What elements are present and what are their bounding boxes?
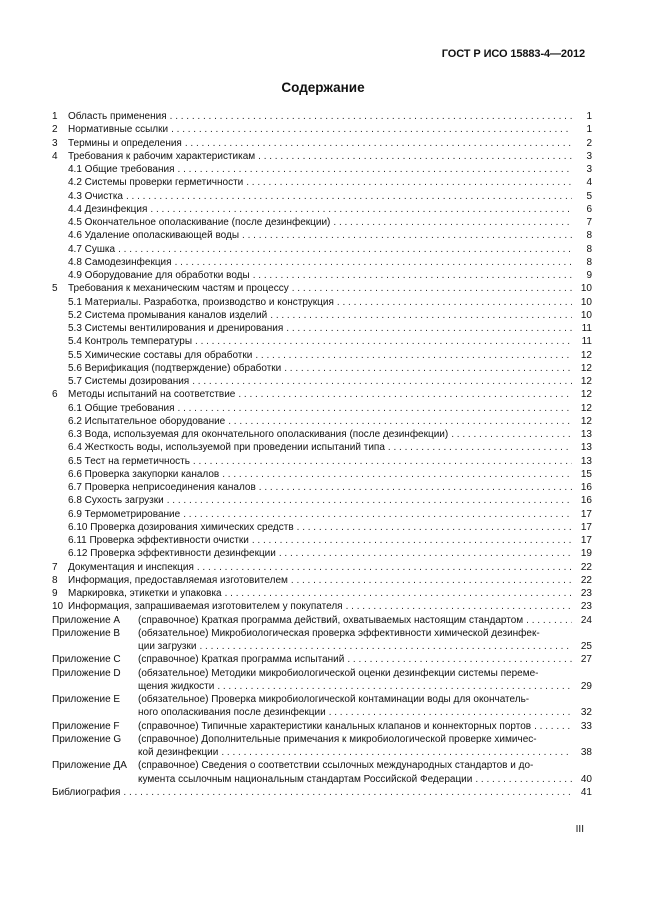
dot-leader [183,508,572,521]
toc-entry[interactable] [52,229,592,242]
toc-entry[interactable] [52,123,592,136]
toc-entry-number: 7 [52,561,58,573]
toc-page-number: 32 [580,707,592,719]
toc-entry-title: 5.3 Системы вентилирования и дренирования [68,323,284,334]
toc-entry-number: 6 [52,389,58,401]
toc-entry[interactable] [52,190,592,203]
toc-entry-title: 5.6 Верификация (подтверждение) обработки [68,362,282,374]
toc-entry-line [52,137,572,150]
toc-entry-title: Методы испытаний на соответствие [68,389,236,401]
toc-entry[interactable] [52,494,592,507]
appendix-title: (справочное) Сведения о соответствии ссылочных международных стандартов и до- [138,760,534,772]
dot-leader [221,746,572,759]
appendix-label: Приложение А [52,614,121,626]
dot-leader [238,388,572,401]
toc-page-number: 17 [580,535,592,546]
toc-entry-line [68,309,572,322]
toc-entry-title: 4.6 Удаление ополаскивающей воды [68,230,240,242]
appendix-title-line [138,773,572,786]
toc-page-number: 10 [580,309,592,321]
toc-page-number: 5 [586,190,592,202]
appendix-title-line [138,759,572,772]
toc-entry[interactable] [52,296,592,309]
toc-page-number: 12 [580,362,592,374]
appendix-entry[interactable] [52,773,592,786]
toc-entry-title: 6.11 Проверка эффективности очистки [68,535,249,546]
appendix-entry[interactable] [52,706,592,719]
appendix-entry[interactable] [52,627,592,640]
toc-entry-number: 4 [52,150,58,162]
dot-leader [123,786,572,799]
toc-entry-title: Требования к рабочим характеристикам [68,150,256,162]
appendix-title: (обязательное) Методики микробиологической оценки дезинфекции системы переме- [138,667,539,679]
dot-leader [246,176,572,189]
toc-entry-title: 6.4 Жесткость воды, используемой при проведении испытаний типа [68,442,385,454]
toc-entry[interactable] [52,388,592,401]
toc-entry-title: 6.7 Проверка неприсоединения каналов [68,482,256,493]
toc-entry-line [52,282,572,295]
toc-entry-line [52,561,572,574]
dot-leader [475,773,572,786]
appendix-title-line [138,640,572,653]
appendix-label: Приложение G [52,733,122,745]
toc-entry[interactable] [52,322,592,335]
toc-page-number: 16 [580,495,592,507]
toc-entry-line [68,375,572,388]
toc-entry-line [68,441,572,454]
toc-entry[interactable] [52,309,592,322]
toc-entry-line [52,587,572,600]
dot-leader [258,150,572,163]
toc-page-number: 12 [580,349,592,361]
toc-entry[interactable] [52,282,592,295]
appendix-entry[interactable] [52,746,592,759]
toc-entry-line [68,494,572,507]
toc-page-number: 19 [580,548,592,560]
toc-page-number: 29 [580,680,592,692]
appendix-label: Приложение ДА [52,760,127,772]
toc-page-number: 12 [580,402,592,414]
toc-entry-number: 9 [52,588,58,599]
table-of-contents [52,110,592,799]
toc-page-number: 11 [581,323,592,334]
toc-page-number: 10 [580,283,592,295]
toc-page-number: 23 [580,601,592,613]
toc-page-number: 8 [586,230,592,242]
toc-page-number: 9 [586,270,592,281]
appendix-title-line [138,627,572,640]
toc-page-number: 12 [580,415,592,427]
toc-entry-title: 4.1 Общие требования [68,164,175,175]
toc-entry-title: Область применения [68,111,167,122]
dot-leader [195,335,572,348]
toc-entry[interactable] [52,216,592,229]
appendix-title-line [138,706,572,719]
toc-entry[interactable] [52,150,592,163]
appendix-title: (справочное) Дополнительные примечания к микробиологической проверке химичес- [138,733,537,745]
toc-page-number: 22 [580,561,592,573]
page-title: Содержание [281,80,365,95]
toc-entry-title: 4.3 Очистка [68,190,123,202]
dot-leader [192,375,572,388]
appendix-label: Приложение В [52,627,121,639]
appendix-title-line [138,693,572,706]
toc-entry-number: 10 [52,601,64,613]
dot-leader [297,521,572,534]
dot-leader [255,349,572,362]
toc-entry-line [68,229,572,242]
toc-entry-line [68,521,572,534]
toc-entry-line [68,402,572,415]
dot-leader [217,680,572,693]
toc-page-number: 41 [580,786,592,798]
toc-page-number: 17 [580,508,592,520]
toc-entry-line [68,415,572,428]
toc-entry[interactable] [52,243,592,256]
appendix-title-line [138,746,572,759]
appendix-title: (справочное) Краткая программа действий, охватываемых настоящим стандартом [138,614,524,626]
toc-entry[interactable] [52,335,592,348]
toc-entry-title: Информация, предоставляемая изготовителем [68,574,288,586]
dot-leader [185,137,572,150]
dot-leader [178,163,572,176]
toc-entry-line [68,243,572,256]
toc-entry[interactable] [52,574,592,587]
dot-leader [222,468,572,481]
dot-leader [252,534,572,547]
dot-leader [118,243,572,256]
toc-page-number: 15 [580,468,592,480]
appendix-entry[interactable] [52,667,592,680]
toc-entry-line [68,349,572,362]
toc-entry-title: 6.6 Проверка закупорки каналов [68,468,220,480]
appendix-label: Приложение D [52,667,121,679]
toc-entry-line [68,176,572,189]
toc-page-number: 7 [586,217,592,228]
toc-entry[interactable] [52,468,592,481]
appendix-title-line [138,667,572,680]
dot-leader [329,706,572,719]
appendix-title-line [138,720,572,733]
dot-leader [270,309,572,322]
toc-page-number: 40 [580,773,592,785]
toc-entry-title: 5.1 Материалы. Разработка, производство и конструкция [68,296,334,308]
dot-leader [171,123,572,136]
toc-entry-title: 6.10 Проверка дозирования химических средств [68,521,294,533]
toc-entry-line [68,455,572,468]
toc-entry-line [68,216,572,229]
dot-leader [253,269,572,282]
toc-entry-title: Маркировка, этикетки и упаковка [68,588,222,599]
toc-entry[interactable] [52,600,592,613]
dot-leader [291,574,572,587]
dot-leader [284,362,572,375]
toc-entry[interactable] [52,110,592,123]
dot-leader [178,402,572,415]
dot-leader [242,229,572,242]
toc-entry-title: 6.8 Сухость загрузки [68,495,164,507]
appendix-title: ции загрузки [138,641,197,652]
toc-entry-line [52,600,572,613]
toc-entry-title: 5.2 Система промывания каналов изделий [68,309,268,321]
toc-entry-line [68,508,572,521]
toc-entry-line [68,296,572,309]
appendix-title: (обязательное) Проверка микробиологической контаминации воды для окончатель- [138,694,530,705]
toc-entry-title: 4.4 Дезинфекция [68,203,148,215]
appendix-title-line [138,614,572,627]
toc-entry-title: 4.9 Оборудование для обработки воды [68,270,250,281]
toc-entry-title: Термины и определения [68,137,182,149]
toc-page-number: 1 [586,111,592,122]
appendix-title: (обязательное) Микробиологическая проверка эффективности химической дезинфек- [138,627,540,639]
toc-entry[interactable] [52,375,592,388]
toc-entry[interactable] [52,362,592,375]
dot-leader [292,282,572,295]
toc-page-number: 2 [586,137,592,149]
toc-entry[interactable] [52,203,592,216]
dot-leader [451,428,572,441]
appendix-title: кумента ссылочным национальным стандартам Российской Федерации [138,773,473,785]
dot-leader [279,547,572,560]
toc-entry-title: Документация и инспекция [68,561,194,573]
toc-page-number: 4 [586,177,592,189]
dot-leader [259,481,572,494]
toc-entry[interactable] [52,521,592,534]
toc-entry[interactable] [52,587,592,600]
toc-entry-line [52,574,572,587]
bibliography-title: Библиография [52,786,121,798]
toc-entry-title: 6.9 Термометрирование [68,508,181,520]
toc-page-number: 22 [580,574,592,586]
toc-entry-title: 5.5 Химические составы для обработки [68,349,253,361]
appendix-label: Приложение С [52,654,121,666]
toc-page-number: 3 [586,150,592,162]
toc-entry-line [68,362,572,375]
toc-entry-title: 6.3 Вода, используемая для окончательного ополаскивания (после дезинфекции) [68,429,449,440]
toc-page-number: 24 [580,614,592,626]
toc-entry-title: 6.12 Проверка эффективности дезинфекции [68,548,276,560]
toc-entry[interactable] [52,455,592,468]
toc-entry-line [68,428,572,441]
dot-leader [170,110,572,123]
toc-entry[interactable] [52,561,592,574]
toc-page-number: 17 [580,521,592,533]
appendix-entry[interactable] [52,693,592,706]
toc-entry-line [68,547,572,560]
toc-page-number: 33 [580,720,592,732]
appendix-title: кой дезинфекции [138,747,219,758]
dot-leader [286,322,572,335]
dot-leader [167,494,572,507]
toc-entry-line [68,190,572,203]
toc-entry[interactable] [52,349,592,362]
appendix-title: (справочное) Краткая программа испытаний [138,654,345,666]
dot-leader [333,216,572,229]
appendix-entry[interactable] [52,680,592,693]
toc-entry[interactable] [52,508,592,521]
toc-entry-line [52,786,572,799]
toc-entry[interactable] [52,402,592,415]
toc-entry-number: 1 [52,111,58,122]
dot-leader [225,587,572,600]
dot-leader [347,653,572,666]
appendix-entry[interactable] [52,733,592,746]
dot-leader [199,640,572,653]
toc-page-number: 6 [586,203,592,215]
toc-entry-title: Нормативные ссылки [68,124,169,136]
appendix-entry[interactable] [52,653,592,666]
dot-leader [228,415,572,428]
toc-entry-number: 8 [52,574,58,586]
appendix-entry[interactable] [52,759,592,772]
toc-entry-title: 6.5 Тест на герметичность [68,455,190,467]
toc-entry-title: 5.4 Контроль температуры [68,336,193,348]
toc-page-number: 11 [581,336,592,348]
dot-leader [346,600,572,613]
toc-page-number: 13 [580,442,592,454]
toc-page-number: 12 [580,389,592,401]
toc-page-number: 8 [586,243,592,255]
toc-entry-line [52,388,572,401]
bibliography-entry[interactable] [52,786,592,799]
toc-entry-title: 4.8 Самодезинфекция [68,256,172,268]
toc-page-number: 13 [580,455,592,467]
toc-page-number: 25 [580,641,592,652]
toc-entry-line [68,163,572,176]
toc-entry-line [52,110,572,123]
appendix-entry[interactable] [52,720,592,733]
toc-entry[interactable] [52,256,592,269]
toc-entry[interactable] [52,534,592,547]
toc-page-number: 12 [580,376,592,387]
toc-entry-line [52,123,572,136]
page-number: III [575,824,584,835]
toc-entry-title: 6.2 Испытательное оборудование [68,415,226,427]
appendix-title: щения жидкости [138,680,215,692]
toc-entry-line [68,468,572,481]
toc-entry[interactable] [52,269,592,282]
toc-entry[interactable] [52,137,592,150]
appendix-title-line [138,733,572,746]
toc-entry-title: 5.7 Системы дозирования [68,376,190,387]
appendix-label: Приложение Е [52,694,121,705]
toc-entry-line [68,335,572,348]
toc-entry-number: 2 [52,124,58,136]
appendix-label: Приложение F [52,720,120,732]
toc-entry-number: 5 [52,283,58,295]
toc-page-number: 3 [586,164,592,175]
toc-entry[interactable] [52,428,592,441]
toc-entry-line [68,256,572,269]
toc-entry-title: Информация, запрашиваемая изготовителем у покупателя [68,601,343,613]
toc-page-number: 1 [586,124,592,136]
toc-entry[interactable] [52,415,592,428]
dot-leader [126,190,572,203]
toc-page-number: 38 [580,747,592,758]
appendix-title-line [138,680,572,693]
toc-entry[interactable] [52,176,592,189]
toc-page-number: 16 [580,482,592,493]
appendix-title: (справочное) Типичные характеристики канальных клапанов и коннекторных портов [138,720,532,732]
toc-entry[interactable] [52,547,592,560]
dot-leader [388,441,572,454]
dot-leader [193,455,572,468]
dot-leader [175,256,572,269]
toc-page-number: 8 [586,256,592,268]
toc-page-number: 27 [580,654,592,666]
appendix-title-line [138,653,572,666]
toc-entry-number: 3 [52,137,58,149]
toc-page-number: 23 [580,588,592,599]
toc-entry-line [68,481,572,494]
dot-leader [197,561,572,574]
appendix-entry[interactable] [52,640,592,653]
toc-page-number: 10 [580,296,592,308]
toc-entry[interactable] [52,441,592,454]
dot-leader [337,296,572,309]
toc-entry-line [68,203,572,216]
toc-entry[interactable] [52,481,592,494]
appendix-title: ного ополаскивания после дезинфекции [138,707,326,719]
dot-leader [150,203,572,216]
toc-entry-line [68,322,572,335]
toc-entry-title: 4.7 Сушка [68,243,116,255]
toc-entry-line [68,269,572,282]
toc-entry[interactable] [52,163,592,176]
dot-leader [526,614,572,627]
toc-entry-title: Требования к механическим частям и процессу [68,283,289,295]
toc-entry-title: 6.1 Общие требования [68,402,175,414]
appendix-entry[interactable] [52,614,592,627]
toc-entry-title: 4.5 Окончательное ополаскивание (после дезинфекции) [68,217,331,228]
toc-entry-line [68,534,572,547]
toc-entry-title: 4.2 Системы проверки герметичности [68,177,244,189]
toc-entry-line [52,150,572,163]
toc-page-number: 13 [580,429,592,440]
document-header: ГОСТ Р ИСО 15883-4—2012 [441,48,585,60]
dot-leader [534,720,572,733]
